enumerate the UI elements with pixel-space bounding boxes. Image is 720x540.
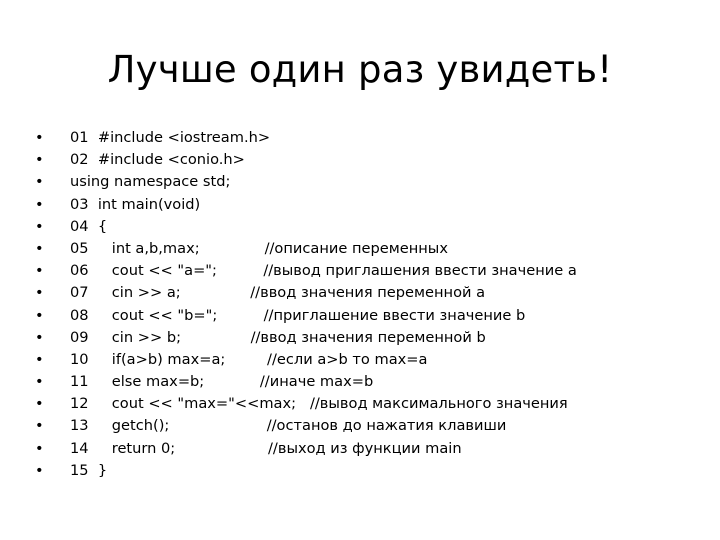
- code-line: 06 cout << "a="; //вывод приглашения ввести значение a: [70, 262, 577, 280]
- code-line: 02 #include <conio.h>: [70, 151, 245, 169]
- bullet-icon: •: [35, 395, 44, 413]
- list-item: [35, 149, 705, 171]
- bullet-icon: •: [35, 173, 44, 191]
- list-item: [35, 327, 705, 349]
- list-item: [35, 171, 705, 193]
- list-item: [35, 282, 705, 304]
- code-line: 01 #include <iostream.h>: [70, 129, 271, 146]
- list-item: [35, 438, 705, 460]
- code-line: 12 cout << "max="<<max; //вывод максимального значения: [70, 395, 568, 413]
- bullet-icon: •: [35, 417, 44, 435]
- code-line: 14 return 0; //выход из функции main: [70, 439, 462, 457]
- code-line: 07 cin >> a; //ввод значения переменной a: [70, 284, 486, 302]
- list-item: [35, 393, 705, 415]
- code-line: 09 cin >> b; //ввод значения переменной b: [70, 328, 486, 346]
- code-line: 03 int main(void): [70, 195, 201, 213]
- code-line: using namespace std;: [70, 173, 231, 191]
- bullet-icon: •: [35, 373, 44, 391]
- bullet-icon: •: [35, 306, 44, 324]
- bullet-icon: •: [35, 217, 44, 235]
- list-item: [35, 305, 705, 327]
- bullet-icon: •: [35, 195, 44, 213]
- bullet-icon: •: [35, 439, 44, 457]
- bullet-icon: •: [35, 239, 44, 257]
- list-item: [35, 260, 705, 282]
- bullet-icon: •: [35, 262, 44, 280]
- bullet-icon: •: [35, 328, 44, 346]
- bullet-icon: •: [35, 284, 44, 302]
- code-bullet-list: [35, 127, 705, 482]
- bullet-icon: •: [35, 129, 44, 146]
- list-item: [35, 127, 705, 149]
- code-line: 04 {: [70, 217, 108, 235]
- list-item: [35, 238, 705, 260]
- list-item: [35, 349, 705, 371]
- code-line: 11 else max=b; //иначе max=b: [70, 373, 374, 391]
- list-item: [35, 460, 705, 482]
- bullet-icon: •: [35, 350, 44, 368]
- code-line: 05 int a,b,max; //описание переменных: [70, 239, 448, 257]
- list-item: [35, 371, 705, 393]
- list-item: [35, 194, 705, 216]
- code-line: 13 getch(); //останов до нажатия клавиши: [70, 417, 507, 435]
- code-line: 08 cout << "b="; //приглашение ввести значение b: [70, 306, 526, 324]
- list-item: [35, 415, 705, 437]
- slide-title: Лучше один раз увидеть!: [107, 48, 613, 91]
- bullet-icon: •: [35, 151, 44, 169]
- list-item: [35, 216, 705, 238]
- code-line: 10 if(a>b) max=a; //если a>b то max=a: [70, 350, 428, 368]
- code-line: 15 }: [70, 461, 108, 479]
- bullet-icon: •: [35, 461, 44, 479]
